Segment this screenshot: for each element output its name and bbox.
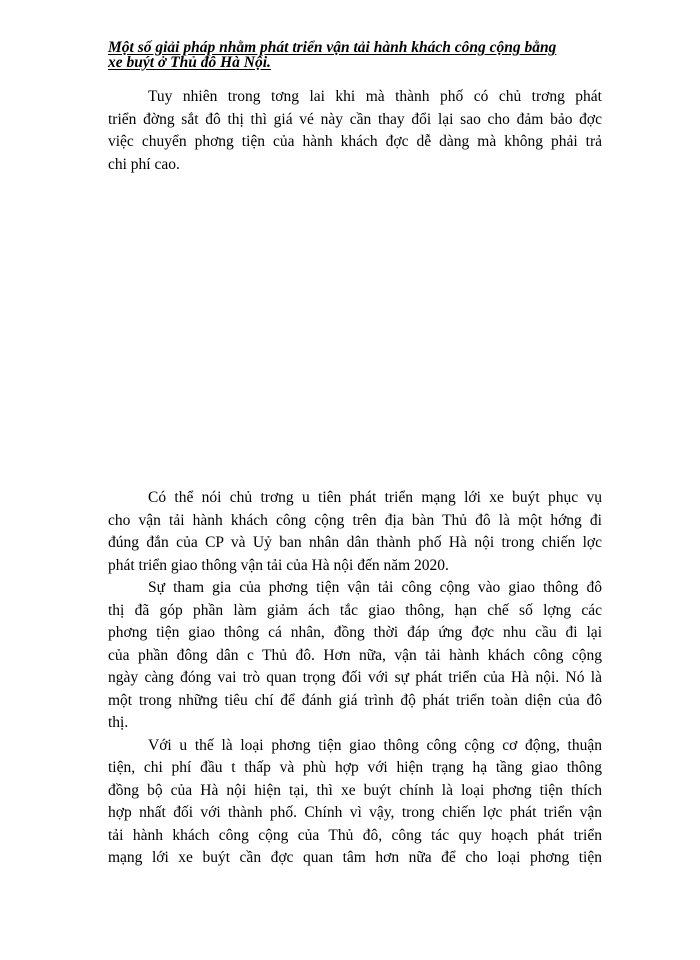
- paragraph-line: tải hành khách công cộng của Thủ đô, công tác quy hoạch phát triển: [108, 826, 602, 844]
- paragraph-line: Sự tham gia của phơng tiện vận tải công cộng vào giao thông đô: [148, 579, 602, 596]
- paragraph-line: thị.: [108, 714, 129, 731]
- paragraph-line: của phần đông dân c Thủ đô. Hơn nữa, vận tải hành khách công cộng: [108, 646, 602, 664]
- paragraph-line: phát triển giao thông vận tải của Hà nội đến năm 2020.: [108, 556, 449, 574]
- paragraph-line: Với u thế là loại phơng tiện giao thông công cộng cơ động, thuận: [148, 736, 602, 754]
- paragraph-line: cho vận tải hành khách công cộng trên địa bàn Thủ đô là một hớng đi: [108, 511, 602, 529]
- paragraph-line: đồng bộ của Hà nội hiện tại, thì xe buýt chính là loại phơng tiện thích: [108, 781, 602, 799]
- paragraph-line: mạng lới xe buýt cần đợc quan tâm hơn nữa để cho loại phơng tiện: [108, 849, 602, 866]
- body-text: [108, 487, 602, 870]
- paragraph-line: ngày càng đóng vai trò quan trọng đối với sự phát triển của Hà nội. Nó là: [108, 669, 602, 686]
- paragraph-line: Có thể nói chủ trơng u tiên phát triển mạng lới xe buýt phục vụ: [148, 489, 602, 506]
- paragraph-line: đúng đắn của CP và Uỷ ban nhân dân thành phố Hà nội trong chiến lợc: [108, 534, 602, 551]
- paragraph-line: phơng tiện giao thông cá nhân, đồng thời đáp ứng đợc nhu cầu đi lại: [108, 624, 602, 641]
- paragraph-line: Tuy nhiên trong tơng lai khi mà thành phố có chủ trơng phát: [148, 88, 602, 105]
- paragraph-line: triển đờng sắt đô thị thì giá vé này cần thay đổi lại sao cho đảm bảo đợc: [108, 110, 602, 128]
- paragraph-line: việc chuyển phơng tiện của hành khách đợc dễ dàng mà không phải trả: [108, 133, 602, 150]
- paragraph-line: tiện, chi phí đầu t thấp và phù hợp với hiện trạng hạ tầng giao thông: [108, 759, 602, 776]
- paragraph-line: chi phí cao.: [108, 155, 180, 173]
- paragraph-line: hợp nhất đối với thành phố. Chính vì vậy, trong chiến lợc phát triển vận: [108, 804, 602, 821]
- top-paragraph: [108, 86, 602, 176]
- paragraph-line: thị đã góp phần làm giảm ách tắc giao thông, hạn chế số lợng các: [108, 601, 602, 619]
- page-header-title: Một số giải pháp nhằm phát triển vận tải hành khách công cộng bằng xe buýt ở Thủ đô Hà Nội.: [108, 39, 557, 71]
- paragraph-line: một trong những tiêu chí để đánh giá trình độ phát triển toàn diện của đô: [108, 691, 602, 709]
